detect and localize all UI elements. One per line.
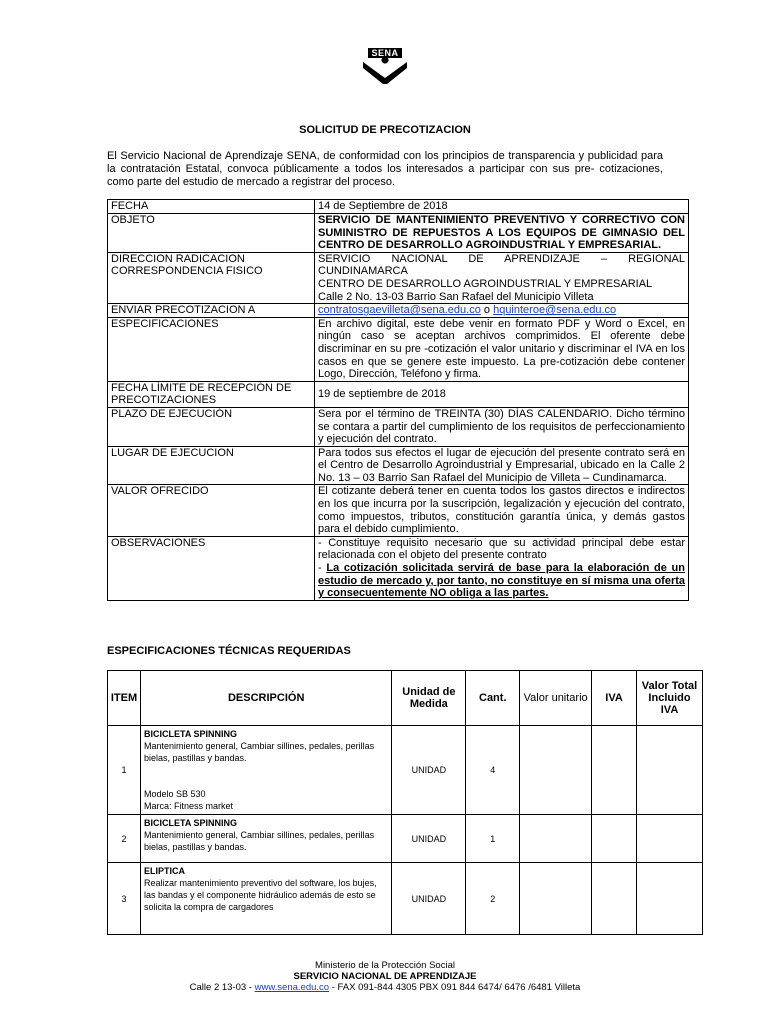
row-description xyxy=(140,726,391,815)
row-cant: 1 xyxy=(466,815,520,863)
col-unidad: Unidad de Medida xyxy=(392,671,466,726)
row-cant: 2 xyxy=(466,863,520,935)
row-cant: 4 xyxy=(466,726,520,815)
row-valor-total[interactable] xyxy=(637,815,703,863)
lugar-label: LUGAR DE EJECUCION xyxy=(108,446,315,485)
row-desc: Mantenimiento general, Cambiar sillines, pedales, perillas bielas, pastillas y bandas. xyxy=(143,830,375,852)
email-link-2[interactable]: hquinteroe@sena.edu.co xyxy=(493,304,617,317)
row-desc: Realizar mantenimiento preventivo del software, los bujes, las bandas y el componente hidráulico además de esto se solicita la compra de cargadores xyxy=(143,878,377,912)
request-info-table xyxy=(107,199,689,601)
fecha-value: 14 de Septiembre de 2018 xyxy=(318,200,448,212)
row-title: BICICLETA SPINNING xyxy=(143,729,237,739)
footer-line-3 xyxy=(0,982,770,993)
direccion-label: DIRECCION RADICACION CORRESPONDENCIA FISICO xyxy=(108,252,315,303)
observacion-2 xyxy=(318,562,685,600)
lugar-value: Para todos sus efectos el lugar de ejecución del presente contrato será en el Centro de Desarrollo Agroindustrial y Empresarial, ubicado en la Calle 2 No. 13 – 03 Barrio San Rafael del Municipio de Villeta – Cundinamarca. xyxy=(318,446,685,484)
row-item: 3 xyxy=(108,863,141,935)
col-item: ITEM xyxy=(108,671,141,726)
table-row xyxy=(108,726,703,815)
email-link-1[interactable]: contratosgaevilleta@sena.edu.co xyxy=(318,304,481,317)
row-title: ELIPTICA xyxy=(143,866,185,876)
row-valor-total[interactable] xyxy=(637,726,703,815)
row-iva[interactable] xyxy=(592,726,637,815)
fecha-label: FECHA xyxy=(108,200,315,214)
observacion-2-text: La cotización solicitada servirá de base para la elaboración de un estudio de mercado y, por tanto, no constituye en sí misma una oferta y consecuentemente NO obliga a las partes. xyxy=(318,562,685,600)
footer-contact: - FAX 091-844 4305 PBX 091 844 6474/ 6476 /6481 Villeta xyxy=(329,982,581,993)
row-extra-2: Marca: Fitness market xyxy=(143,801,234,811)
direccion-value xyxy=(315,252,689,303)
col-descripcion: DESCRIPCIÓN xyxy=(140,671,391,726)
limite-label: FECHA LÍMITE DE RECEPCIÓN DE PRECOTIZACIONES xyxy=(108,381,315,407)
intro-paragraph: El Servicio Nacional de Aprendizaje SENA, de conformidad con los principios de transparencia y publicidad para la contratación Estatal, convoca públicamente a todos los interesados a participar con sus pre- cotizaciones, como parte del estudio de mercado a registrar del proceso. xyxy=(107,150,663,188)
objeto-label: OBJETO xyxy=(108,214,315,253)
col-valor-unitario: Valor unitario xyxy=(520,671,592,726)
table-row xyxy=(108,863,703,935)
especificaciones-label: ESPECIFICACIONES xyxy=(108,317,315,381)
row-description xyxy=(140,815,391,863)
email-separator: o xyxy=(483,304,491,317)
valor-value: El cotizante deberá tener en cuenta todos los gastos directos e indirectos en los que incurra por la suscripción, legalización y ejecución del contrato, como impuestos, tributos, constitución garantía única, y demás gastos para el debido cumplimiento. xyxy=(318,485,685,536)
logo-label: SENA xyxy=(368,48,401,58)
row-valor-total[interactable] xyxy=(637,863,703,935)
observaciones-value xyxy=(315,536,689,600)
row-iva[interactable] xyxy=(592,815,637,863)
footer-line-1: Ministerio de la Protección Social xyxy=(315,960,455,971)
row-unidad: UNIDAD xyxy=(392,726,466,815)
row-title: BICICLETA SPINNING xyxy=(143,818,237,828)
row-valor-unitario[interactable] xyxy=(520,726,592,815)
row-unidad: UNIDAD xyxy=(392,863,466,935)
direccion-line-3: Calle 2 No. 13-03 Barrio San Rafael del Municipio Villeta xyxy=(318,290,594,303)
row-item: 1 xyxy=(108,726,141,815)
row-extra-1: Modelo SB 530 xyxy=(143,789,206,799)
enviar-label: ENVIAR PRECOTIZACION A xyxy=(108,304,315,318)
direccion-line-2: CENTRO DE DESARROLLO AGROINDUSTRIAL Y EMPRESARIAL xyxy=(318,277,653,290)
enviar-value xyxy=(315,304,689,318)
footer-line-2: SERVICIO NACIONAL DE APRENDIZAJE xyxy=(293,971,477,982)
especificaciones-value: En archivo digital, este debe venir en formato PDF y Word o Excel, en ningún caso se aceptan archivos comprimidos. El oferente debe discriminar en su pre -cotización el valor unitario y discriminar el IVA en los casos en que se genere este impuesto. La pre-cotización debe contener Logo, Dirección, Teléfono y firma. xyxy=(318,317,685,381)
row-desc: Mantenimiento general, Cambiar sillines, pedales, perillas bielas, pastillas y bandas. xyxy=(143,741,375,763)
row-valor-unitario[interactable] xyxy=(520,815,592,863)
row-item: 2 xyxy=(108,815,141,863)
limite-value: 19 de septiembre de 2018 xyxy=(318,388,446,401)
valor-label: VALOR OFRECIDO xyxy=(108,485,315,536)
plazo-value: Sera por el término de TREINTA (30) DÍAS CALENDARIO. Dicho término se contara a partir del cumplimiento de los requisitos de perfeccionamiento y ejecución del contrato. xyxy=(318,407,685,446)
row-description xyxy=(140,863,391,935)
page-footer xyxy=(0,960,770,993)
row-valor-unitario[interactable] xyxy=(520,863,592,935)
specs-title: ESPECIFICACIONES TÉCNICAS REQUERIDAS xyxy=(107,645,351,657)
row-unidad: UNIDAD xyxy=(392,815,466,863)
page-title: SOLICITUD DE PRECOTIZACION xyxy=(299,124,471,136)
specs-header-row xyxy=(108,671,703,726)
table-row xyxy=(108,815,703,863)
observacion-1: - Constituye requisito necesario que su actividad principal debe estar relacionada con el objeto del presente contrato xyxy=(318,536,685,562)
sena-logo xyxy=(357,46,413,86)
row-iva[interactable] xyxy=(592,863,637,935)
objeto-value: SERVICIO DE MANTENIMIENTO PREVENTIVO Y CORRECTIVO CON SUMINISTRO DE REPUESTOS A LOS EQUIPOS DE GIMNASIO DEL CENTRO DE DESARROLLO AGROINDUSTRIAL Y EMPRESARIAL. xyxy=(318,214,685,252)
direccion-line-1: SERVICIO NACIONAL DE APRENDIZAJE – REGIONAL CUNDINAMARCA xyxy=(318,252,685,278)
col-cant: Cant. xyxy=(466,671,520,726)
observaciones-label: OBSERVACIONES xyxy=(108,536,315,600)
col-valor-total: Valor Total Incluido IVA xyxy=(637,671,703,726)
footer-address: Calle 2 13-03 - xyxy=(189,982,255,993)
col-iva: IVA xyxy=(592,671,637,726)
specs-table xyxy=(107,670,703,935)
observacion-2-prefix: - xyxy=(318,562,327,575)
plazo-label: PLAZO DE EJECUCIÓN xyxy=(108,407,315,446)
footer-website-link[interactable]: www.sena.edu.co xyxy=(254,982,330,993)
